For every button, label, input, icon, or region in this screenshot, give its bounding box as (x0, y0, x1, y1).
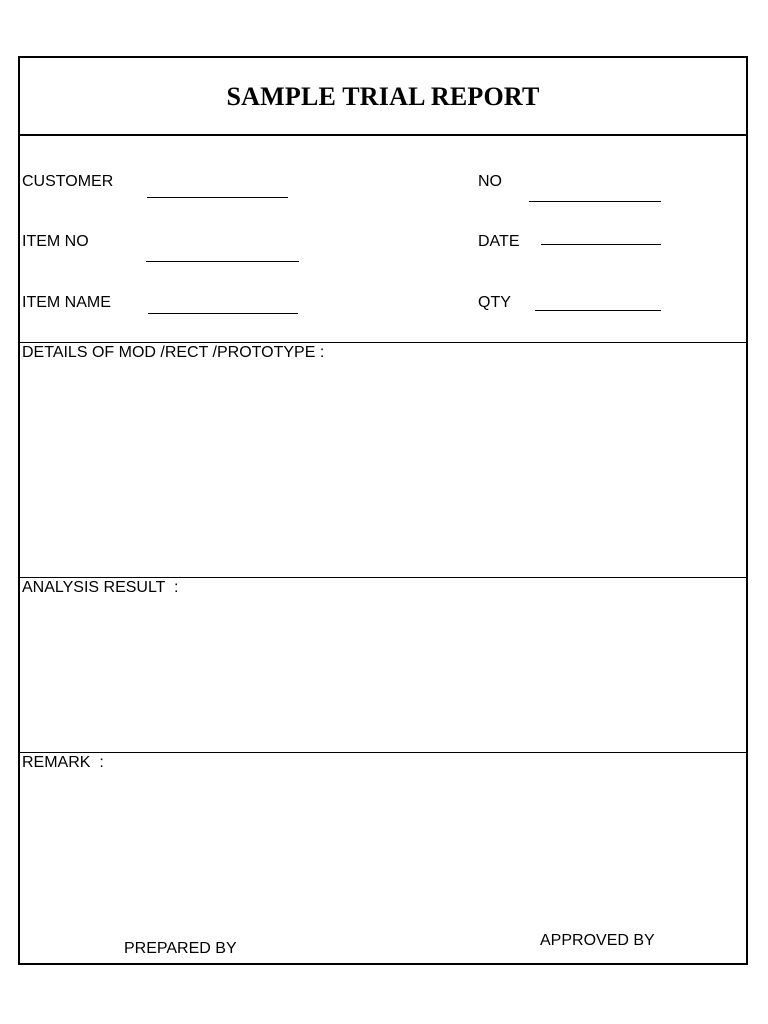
date-label: DATE (478, 233, 520, 250)
prepared-by-label: PREPARED BY (124, 940, 237, 957)
qty-label: QTY (478, 294, 511, 311)
remark-divider (20, 752, 746, 753)
remark-label: REMARK : (22, 754, 104, 771)
customer-field[interactable] (147, 197, 288, 198)
item-name-field[interactable] (148, 313, 298, 314)
remark-area[interactable] (20, 774, 746, 924)
trial-report-form (18, 56, 748, 965)
item-no-label: ITEM NO (22, 233, 89, 250)
item-name-label: ITEM NAME (22, 294, 111, 311)
customer-label: CUSTOMER (22, 173, 114, 190)
no-label: NO (478, 173, 502, 190)
analysis-label: ANALYSIS RESULT : (22, 579, 179, 596)
analysis-area[interactable] (20, 599, 746, 751)
details-divider (20, 342, 746, 343)
date-field[interactable] (541, 244, 661, 245)
no-field[interactable] (529, 201, 661, 202)
item-no-field[interactable] (146, 261, 299, 262)
title-bar (20, 58, 746, 136)
page-title: SAMPLE TRIAL REPORT (226, 82, 540, 111)
approved-by-label: APPROVED BY (540, 932, 655, 949)
qty-field[interactable] (535, 310, 661, 311)
details-area[interactable] (20, 364, 746, 576)
details-label: DETAILS OF MOD /RECT /PROTOTYPE : (22, 344, 325, 361)
analysis-divider (20, 577, 746, 578)
